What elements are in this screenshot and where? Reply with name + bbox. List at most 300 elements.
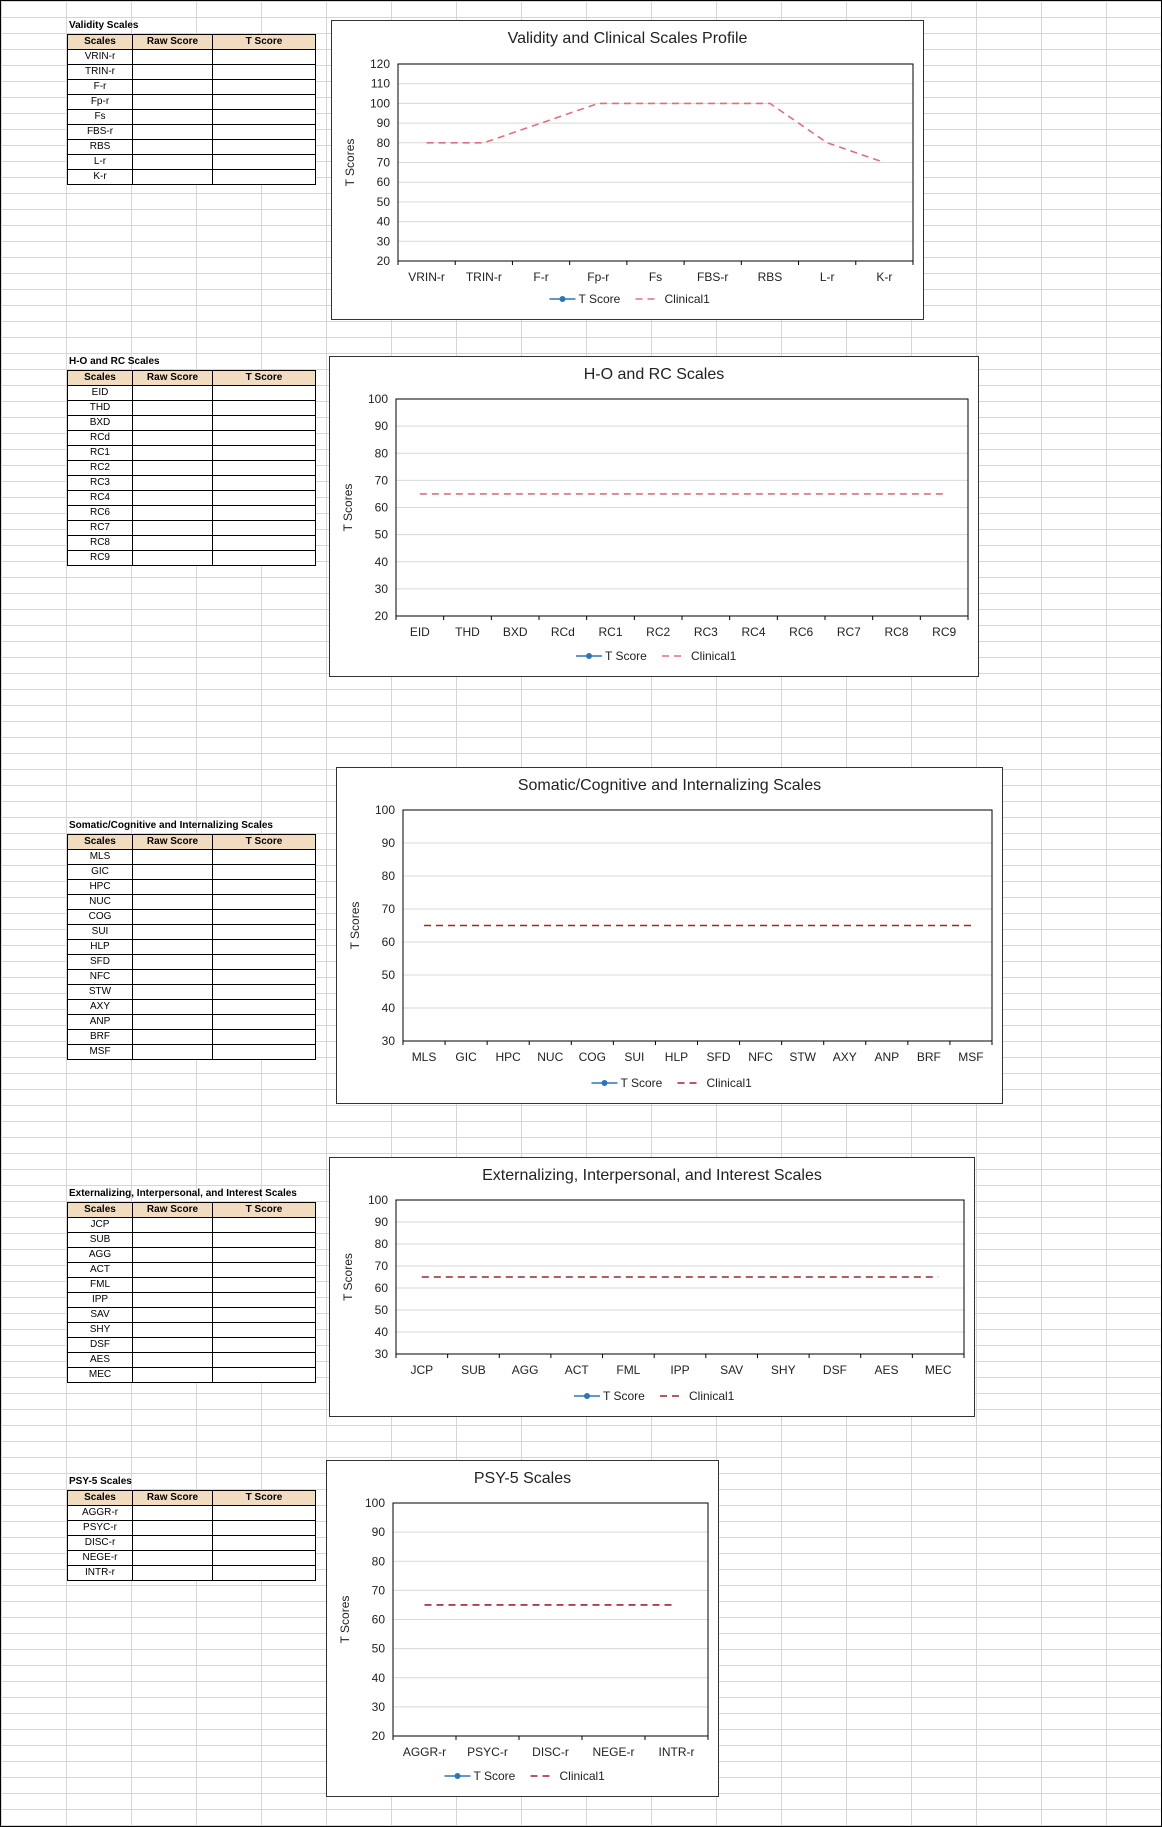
- raw-score-cell[interactable]: [133, 461, 213, 476]
- y-tick-label: 20: [374, 609, 388, 623]
- y-tick-label: 40: [376, 214, 390, 229]
- t-score-cell[interactable]: [213, 955, 316, 970]
- raw-score-cell[interactable]: [133, 1323, 213, 1338]
- raw-score-cell[interactable]: [133, 970, 213, 985]
- table-row: [68, 506, 316, 521]
- scale-name-cell[interactable]: SUB: [68, 1233, 133, 1248]
- x-tick-label: K-r: [876, 270, 893, 284]
- y-tick-label: 80: [376, 135, 390, 150]
- raw-score-cell[interactable]: [133, 1308, 213, 1323]
- header-t-score: T Score: [213, 835, 316, 850]
- raw-score-cell[interactable]: [133, 491, 213, 506]
- y-tick-label: 60: [376, 175, 390, 190]
- scale-name-cell[interactable]: K-r: [68, 170, 133, 185]
- table-row: [68, 80, 316, 95]
- header-t-score: T Score: [213, 35, 316, 50]
- scale-name-cell[interactable]: IPP: [68, 1293, 133, 1308]
- t-score-cell[interactable]: [213, 1000, 316, 1015]
- raw-score-cell[interactable]: [133, 431, 213, 446]
- x-tick-label: MSF: [958, 1050, 984, 1064]
- raw-score-cell[interactable]: [133, 1551, 213, 1566]
- t-score-cell[interactable]: [213, 850, 316, 865]
- t-score-cell[interactable]: [213, 970, 316, 985]
- scale-name-cell[interactable]: SHY: [68, 1323, 133, 1338]
- raw-score-cell[interactable]: [133, 65, 213, 80]
- y-tick-label: 20: [371, 1729, 385, 1743]
- table-row: [68, 850, 316, 865]
- table-row: [68, 865, 316, 880]
- legend-label-clinical1: Clinical1: [559, 1769, 605, 1783]
- scale-name-cell[interactable]: EID: [68, 386, 133, 401]
- x-tick-label: RC3: [693, 625, 718, 639]
- header-t-score: T Score: [213, 1203, 316, 1218]
- scale-table-ho-rc: [67, 370, 316, 566]
- table-row: [68, 521, 316, 536]
- scale-table-validity: [67, 34, 316, 185]
- legend-label-tscore: T Score: [620, 1076, 663, 1090]
- t-score-cell[interactable]: [213, 80, 316, 95]
- x-tick-label: FBS-r: [697, 270, 729, 284]
- t-score-cell[interactable]: [213, 536, 316, 551]
- t-score-cell[interactable]: [213, 1506, 316, 1521]
- chart-somatic[interactable]: [336, 767, 1003, 1104]
- t-score-cell[interactable]: [213, 551, 316, 566]
- scale-name-cell[interactable]: BXD: [68, 416, 133, 431]
- y-tick-label: 90: [381, 836, 395, 850]
- scale-name-cell[interactable]: NUC: [68, 895, 133, 910]
- scale-name-cell[interactable]: TRIN-r: [68, 65, 133, 80]
- scale-name-cell[interactable]: GIC: [68, 865, 133, 880]
- scale-name-cell[interactable]: RC7: [68, 521, 133, 536]
- t-score-cell[interactable]: [213, 1030, 316, 1045]
- table-row: [68, 1368, 316, 1383]
- table-row: [68, 110, 316, 125]
- raw-score-cell[interactable]: [133, 850, 213, 865]
- section-title-psy5: PSY-5 Scales: [69, 1476, 132, 1487]
- scale-table-somatic: [67, 834, 316, 1060]
- raw-score-cell[interactable]: [133, 1233, 213, 1248]
- scale-name-cell[interactable]: RC6: [68, 506, 133, 521]
- raw-score-cell[interactable]: [133, 536, 213, 551]
- t-score-cell[interactable]: [213, 95, 316, 110]
- x-tick-label: NEGE-r: [592, 1745, 635, 1759]
- table-row: [68, 1293, 316, 1308]
- scale-name-cell[interactable]: ACT: [68, 1263, 133, 1278]
- t-score-cell[interactable]: [213, 491, 316, 506]
- table-row: [68, 1551, 316, 1566]
- chart-title: Validity and Clinical Scales Profile: [507, 30, 748, 47]
- legend-label-clinical1: Clinical1: [689, 1389, 735, 1403]
- x-tick-label: L-r: [819, 270, 835, 284]
- chart-validity[interactable]: [331, 20, 924, 320]
- x-tick-label: RBS: [757, 270, 783, 284]
- table-row: [68, 1263, 316, 1278]
- table-row: [68, 476, 316, 491]
- y-tick-label: 80: [374, 446, 388, 461]
- x-tick-label: DSF: [822, 1363, 847, 1377]
- raw-score-cell[interactable]: [133, 551, 213, 566]
- raw-score-cell[interactable]: [133, 1030, 213, 1045]
- x-tick-label: RC7: [836, 625, 861, 639]
- table-row: [68, 1015, 316, 1030]
- x-tick-label: IPP: [670, 1363, 690, 1377]
- x-tick-label: RC1: [598, 625, 623, 639]
- table-row: [68, 1278, 316, 1293]
- scale-name-cell[interactable]: RC3: [68, 476, 133, 491]
- x-tick-label: RCd: [550, 625, 575, 639]
- x-tick-label: VRIN-r: [408, 270, 445, 284]
- y-tick-label: 70: [374, 473, 388, 488]
- table-row: [68, 880, 316, 895]
- t-score-cell[interactable]: [213, 1368, 316, 1383]
- chart-title: Externalizing, Interpersonal, and Interest Scales: [482, 1167, 822, 1184]
- header-t-score: T Score: [213, 1491, 316, 1506]
- scale-name-cell[interactable]: F-r: [68, 80, 133, 95]
- legend-label-tscore: T Score: [578, 292, 621, 306]
- raw-score-cell[interactable]: [133, 155, 213, 170]
- t-score-cell[interactable]: [213, 125, 316, 140]
- t-score-cell[interactable]: [213, 865, 316, 880]
- table-row: [68, 170, 316, 185]
- y-axis-title: T Scores: [343, 138, 357, 187]
- raw-score-cell[interactable]: [133, 925, 213, 940]
- x-tick-label: MLS: [411, 1050, 437, 1064]
- x-tick-label: AES: [874, 1363, 899, 1377]
- raw-score-cell[interactable]: [133, 521, 213, 536]
- table-row: [68, 955, 316, 970]
- raw-score-cell[interactable]: [133, 416, 213, 431]
- scale-name-cell[interactable]: FML: [68, 1278, 133, 1293]
- table-row: [68, 1338, 316, 1353]
- t-score-cell[interactable]: [213, 1293, 316, 1308]
- x-tick-label: NFC: [748, 1050, 773, 1064]
- x-tick-label: DISC-r: [532, 1745, 569, 1759]
- table-row: [68, 155, 316, 170]
- scale-name-cell[interactable]: NFC: [68, 970, 133, 985]
- table-row: [68, 1000, 316, 1015]
- legend-label-tscore: T Score: [603, 1389, 645, 1403]
- t-score-cell[interactable]: [213, 940, 316, 955]
- header-raw-score: Raw Score: [133, 835, 213, 850]
- scale-name-cell[interactable]: RC4: [68, 491, 133, 506]
- scale-name-cell[interactable]: SUI: [68, 925, 133, 940]
- raw-score-cell[interactable]: [133, 895, 213, 910]
- t-score-cell[interactable]: [213, 1323, 316, 1338]
- raw-score-cell[interactable]: [133, 476, 213, 491]
- scale-name-cell[interactable]: BRF: [68, 1030, 133, 1045]
- scale-name-cell[interactable]: PSYC-r: [68, 1521, 133, 1536]
- t-score-cell[interactable]: [213, 910, 316, 925]
- y-tick-label: 80: [374, 1237, 388, 1251]
- t-score-cell[interactable]: [213, 461, 316, 476]
- y-tick-label: 60: [381, 935, 395, 949]
- x-tick-label: SUI: [624, 1050, 645, 1064]
- y-tick-label: 50: [374, 527, 388, 542]
- raw-score-cell[interactable]: [133, 910, 213, 925]
- raw-score-cell[interactable]: [133, 880, 213, 895]
- scale-name-cell[interactable]: HPC: [68, 880, 133, 895]
- raw-score-cell[interactable]: [133, 95, 213, 110]
- y-tick-label: 100: [367, 1193, 388, 1207]
- scale-name-cell[interactable]: NEGE-r: [68, 1551, 133, 1566]
- raw-score-cell[interactable]: [133, 1293, 213, 1308]
- y-tick-label: 30: [374, 1347, 388, 1361]
- t-score-cell[interactable]: [213, 1566, 316, 1581]
- x-tick-label: AXY: [832, 1050, 857, 1064]
- scale-name-cell[interactable]: FBS-r: [68, 125, 133, 140]
- scale-name-cell[interactable]: ANP: [68, 1015, 133, 1030]
- raw-score-cell[interactable]: [133, 1338, 213, 1353]
- chart-svg: [330, 1158, 974, 1416]
- raw-score-cell[interactable]: [133, 125, 213, 140]
- raw-score-cell[interactable]: [133, 1278, 213, 1293]
- header-scales: Scales: [68, 835, 133, 850]
- chart-psy5[interactable]: [326, 1460, 719, 1797]
- scale-name-cell[interactable]: RC8: [68, 536, 133, 551]
- y-tick-label: 50: [374, 1303, 388, 1317]
- t-score-cell[interactable]: [213, 1218, 316, 1233]
- series-line-clinical1: [427, 103, 885, 162]
- x-tick-label: Fp-r: [587, 270, 610, 284]
- t-score-cell[interactable]: [213, 110, 316, 125]
- raw-score-cell[interactable]: [133, 446, 213, 461]
- x-tick-label: FML: [616, 1363, 641, 1377]
- scale-name-cell[interactable]: MSF: [68, 1045, 133, 1060]
- scale-name-cell[interactable]: HLP: [68, 940, 133, 955]
- t-score-cell[interactable]: [213, 895, 316, 910]
- table-row: [68, 50, 316, 65]
- scale-name-cell[interactable]: DSF: [68, 1338, 133, 1353]
- scale-name-cell[interactable]: JCP: [68, 1218, 133, 1233]
- scale-name-cell[interactable]: RC2: [68, 461, 133, 476]
- t-score-cell[interactable]: [213, 1015, 316, 1030]
- legend-label-clinical1: Clinical1: [664, 292, 710, 306]
- table-row: [68, 551, 316, 566]
- raw-score-cell[interactable]: [133, 1015, 213, 1030]
- scale-name-cell[interactable]: RC9: [68, 551, 133, 566]
- x-tick-label: SAV: [720, 1363, 744, 1377]
- raw-score-cell[interactable]: [133, 1506, 213, 1521]
- t-score-cell[interactable]: [213, 416, 316, 431]
- table-row: [68, 940, 316, 955]
- raw-score-cell[interactable]: [133, 1045, 213, 1060]
- t-score-cell[interactable]: [213, 925, 316, 940]
- legend-label-clinical1: Clinical1: [691, 649, 737, 663]
- scale-name-cell[interactable]: AES: [68, 1353, 133, 1368]
- section-title-validity: Validity Scales: [69, 20, 139, 31]
- y-tick-label: 70: [376, 155, 390, 170]
- t-score-cell[interactable]: [213, 65, 316, 80]
- header-raw-score: Raw Score: [133, 371, 213, 386]
- header-raw-score: Raw Score: [133, 1203, 213, 1218]
- raw-score-cell[interactable]: [133, 940, 213, 955]
- t-score-cell[interactable]: [213, 431, 316, 446]
- y-tick-label: 30: [376, 234, 390, 249]
- scale-name-cell[interactable]: THD: [68, 401, 133, 416]
- raw-score-cell[interactable]: [133, 401, 213, 416]
- table-row: [68, 895, 316, 910]
- y-tick-label: 80: [381, 869, 395, 883]
- y-tick-label: 50: [376, 194, 390, 209]
- raw-score-cell[interactable]: [133, 1353, 213, 1368]
- scale-name-cell[interactable]: STW: [68, 985, 133, 1000]
- t-score-cell[interactable]: [213, 1338, 316, 1353]
- raw-score-cell[interactable]: [133, 865, 213, 880]
- y-tick-label: 30: [374, 581, 388, 596]
- y-tick-label: 20: [376, 254, 390, 268]
- scale-name-cell[interactable]: INTR-r: [68, 1566, 133, 1581]
- t-score-cell[interactable]: [213, 170, 316, 185]
- t-score-cell[interactable]: [213, 1521, 316, 1536]
- x-tick-label: BRF: [916, 1050, 941, 1064]
- legend-label-clinical1: Clinical1: [706, 1076, 752, 1090]
- legend-dot-tscore: [455, 1773, 461, 1779]
- x-tick-label: SFD: [706, 1050, 731, 1064]
- t-score-cell[interactable]: [213, 386, 316, 401]
- y-tick-label: 90: [374, 419, 388, 434]
- x-tick-label: SHY: [770, 1363, 796, 1377]
- t-score-cell[interactable]: [213, 1278, 316, 1293]
- t-score-cell[interactable]: [213, 1263, 316, 1278]
- raw-score-cell[interactable]: [133, 1000, 213, 1015]
- raw-score-cell[interactable]: [133, 170, 213, 185]
- y-tick-label: 60: [374, 1281, 388, 1295]
- scale-name-cell[interactable]: SFD: [68, 955, 133, 970]
- y-axis-title: T Scores: [348, 901, 362, 950]
- t-score-cell[interactable]: [213, 476, 316, 491]
- table-row: [68, 1030, 316, 1045]
- t-score-cell[interactable]: [213, 1536, 316, 1551]
- t-score-cell[interactable]: [213, 1308, 316, 1323]
- section-title-somatic: Somatic/Cognitive and Internalizing Scales: [69, 820, 273, 831]
- scale-name-cell[interactable]: Fp-r: [68, 95, 133, 110]
- raw-score-cell[interactable]: [133, 140, 213, 155]
- t-score-cell[interactable]: [213, 1233, 316, 1248]
- scale-name-cell[interactable]: VRIN-r: [68, 50, 133, 65]
- chart-externalizing[interactable]: [329, 1157, 975, 1417]
- table-row: [68, 1521, 316, 1536]
- y-tick-label: 40: [371, 1670, 385, 1685]
- y-tick-label: 100: [369, 96, 390, 111]
- scale-name-cell[interactable]: Fs: [68, 110, 133, 125]
- raw-score-cell[interactable]: [133, 1566, 213, 1581]
- x-tick-label: JCP: [410, 1363, 434, 1377]
- y-tick-label: 70: [381, 902, 395, 916]
- table-row: [68, 95, 316, 110]
- table-row: [68, 1323, 316, 1338]
- t-score-cell[interactable]: [213, 155, 316, 170]
- scale-name-cell[interactable]: MLS: [68, 850, 133, 865]
- scale-name-cell[interactable]: SAV: [68, 1308, 133, 1323]
- legend-dot-tscore: [560, 296, 566, 302]
- y-tick-label: 60: [374, 500, 388, 515]
- table-row: [68, 140, 316, 155]
- raw-score-cell[interactable]: [133, 1368, 213, 1383]
- t-score-cell[interactable]: [213, 140, 316, 155]
- scale-table-psy5: [67, 1490, 316, 1581]
- t-score-cell[interactable]: [213, 521, 316, 536]
- raw-score-cell[interactable]: [133, 50, 213, 65]
- raw-score-cell[interactable]: [133, 1218, 213, 1233]
- x-tick-label: COG: [578, 1050, 606, 1064]
- table-row: [68, 985, 316, 1000]
- chart-ho-rc[interactable]: [329, 356, 979, 677]
- x-tick-label: INTR-r: [658, 1745, 695, 1759]
- y-tick-label: 100: [367, 392, 388, 406]
- x-tick-label: GIC: [455, 1050, 477, 1064]
- scale-table-externalizing: [67, 1202, 316, 1383]
- chart-svg: [337, 768, 1002, 1103]
- scale-name-cell[interactable]: AXY: [68, 1000, 133, 1015]
- table-row: [68, 446, 316, 461]
- t-score-cell[interactable]: [213, 1248, 316, 1263]
- y-tick-label: 50: [381, 968, 395, 982]
- t-score-cell[interactable]: [213, 880, 316, 895]
- t-score-cell[interactable]: [213, 401, 316, 416]
- scale-name-cell[interactable]: MEC: [68, 1368, 133, 1383]
- scale-name-cell[interactable]: DISC-r: [68, 1536, 133, 1551]
- chart-title: PSY-5 Scales: [473, 1470, 572, 1487]
- raw-score-cell[interactable]: [133, 985, 213, 1000]
- y-tick-label: 120: [369, 57, 390, 71]
- chart-title: Somatic/Cognitive and Internalizing Scales: [517, 777, 822, 794]
- x-tick-label: HPC: [495, 1050, 521, 1064]
- scale-name-cell[interactable]: COG: [68, 910, 133, 925]
- scale-name-cell[interactable]: L-r: [68, 155, 133, 170]
- t-score-cell[interactable]: [213, 50, 316, 65]
- raw-score-cell[interactable]: [133, 1536, 213, 1551]
- raw-score-cell[interactable]: [133, 110, 213, 125]
- t-score-cell[interactable]: [213, 1045, 316, 1060]
- t-score-cell[interactable]: [213, 985, 316, 1000]
- table-row: [68, 416, 316, 431]
- scale-name-cell[interactable]: RBS: [68, 140, 133, 155]
- scale-name-cell[interactable]: AGGR-r: [68, 1506, 133, 1521]
- t-score-cell[interactable]: [213, 446, 316, 461]
- header-scales: Scales: [68, 1491, 133, 1506]
- y-axis-title: T Scores: [341, 1253, 355, 1301]
- x-tick-label: HLP: [664, 1050, 689, 1064]
- scale-name-cell[interactable]: AGG: [68, 1248, 133, 1263]
- x-tick-label: AGGR-r: [402, 1745, 447, 1759]
- header-scales: Scales: [68, 1203, 133, 1218]
- y-tick-label: 90: [376, 116, 390, 131]
- raw-score-cell[interactable]: [133, 386, 213, 401]
- t-score-cell[interactable]: [213, 1353, 316, 1368]
- t-score-cell[interactable]: [213, 1551, 316, 1566]
- raw-score-cell[interactable]: [133, 1521, 213, 1536]
- x-tick-label: RC9: [932, 625, 957, 639]
- scale-name-cell[interactable]: RCd: [68, 431, 133, 446]
- raw-score-cell[interactable]: [133, 506, 213, 521]
- y-tick-label: 100: [364, 1496, 385, 1510]
- table-row: [68, 1536, 316, 1551]
- raw-score-cell[interactable]: [133, 1263, 213, 1278]
- table-row: [68, 1218, 316, 1233]
- x-tick-label: RC6: [789, 625, 814, 639]
- t-score-cell[interactable]: [213, 506, 316, 521]
- legend-label-tscore: T Score: [605, 649, 647, 663]
- raw-score-cell[interactable]: [133, 1248, 213, 1263]
- x-tick-label: RC4: [741, 625, 766, 639]
- raw-score-cell[interactable]: [133, 80, 213, 95]
- y-tick-label: 70: [374, 1259, 388, 1273]
- x-tick-label: ACT: [564, 1363, 589, 1377]
- raw-score-cell[interactable]: [133, 955, 213, 970]
- scale-name-cell[interactable]: RC1: [68, 446, 133, 461]
- y-tick-label: 110: [370, 76, 390, 91]
- table-row: [68, 1353, 316, 1368]
